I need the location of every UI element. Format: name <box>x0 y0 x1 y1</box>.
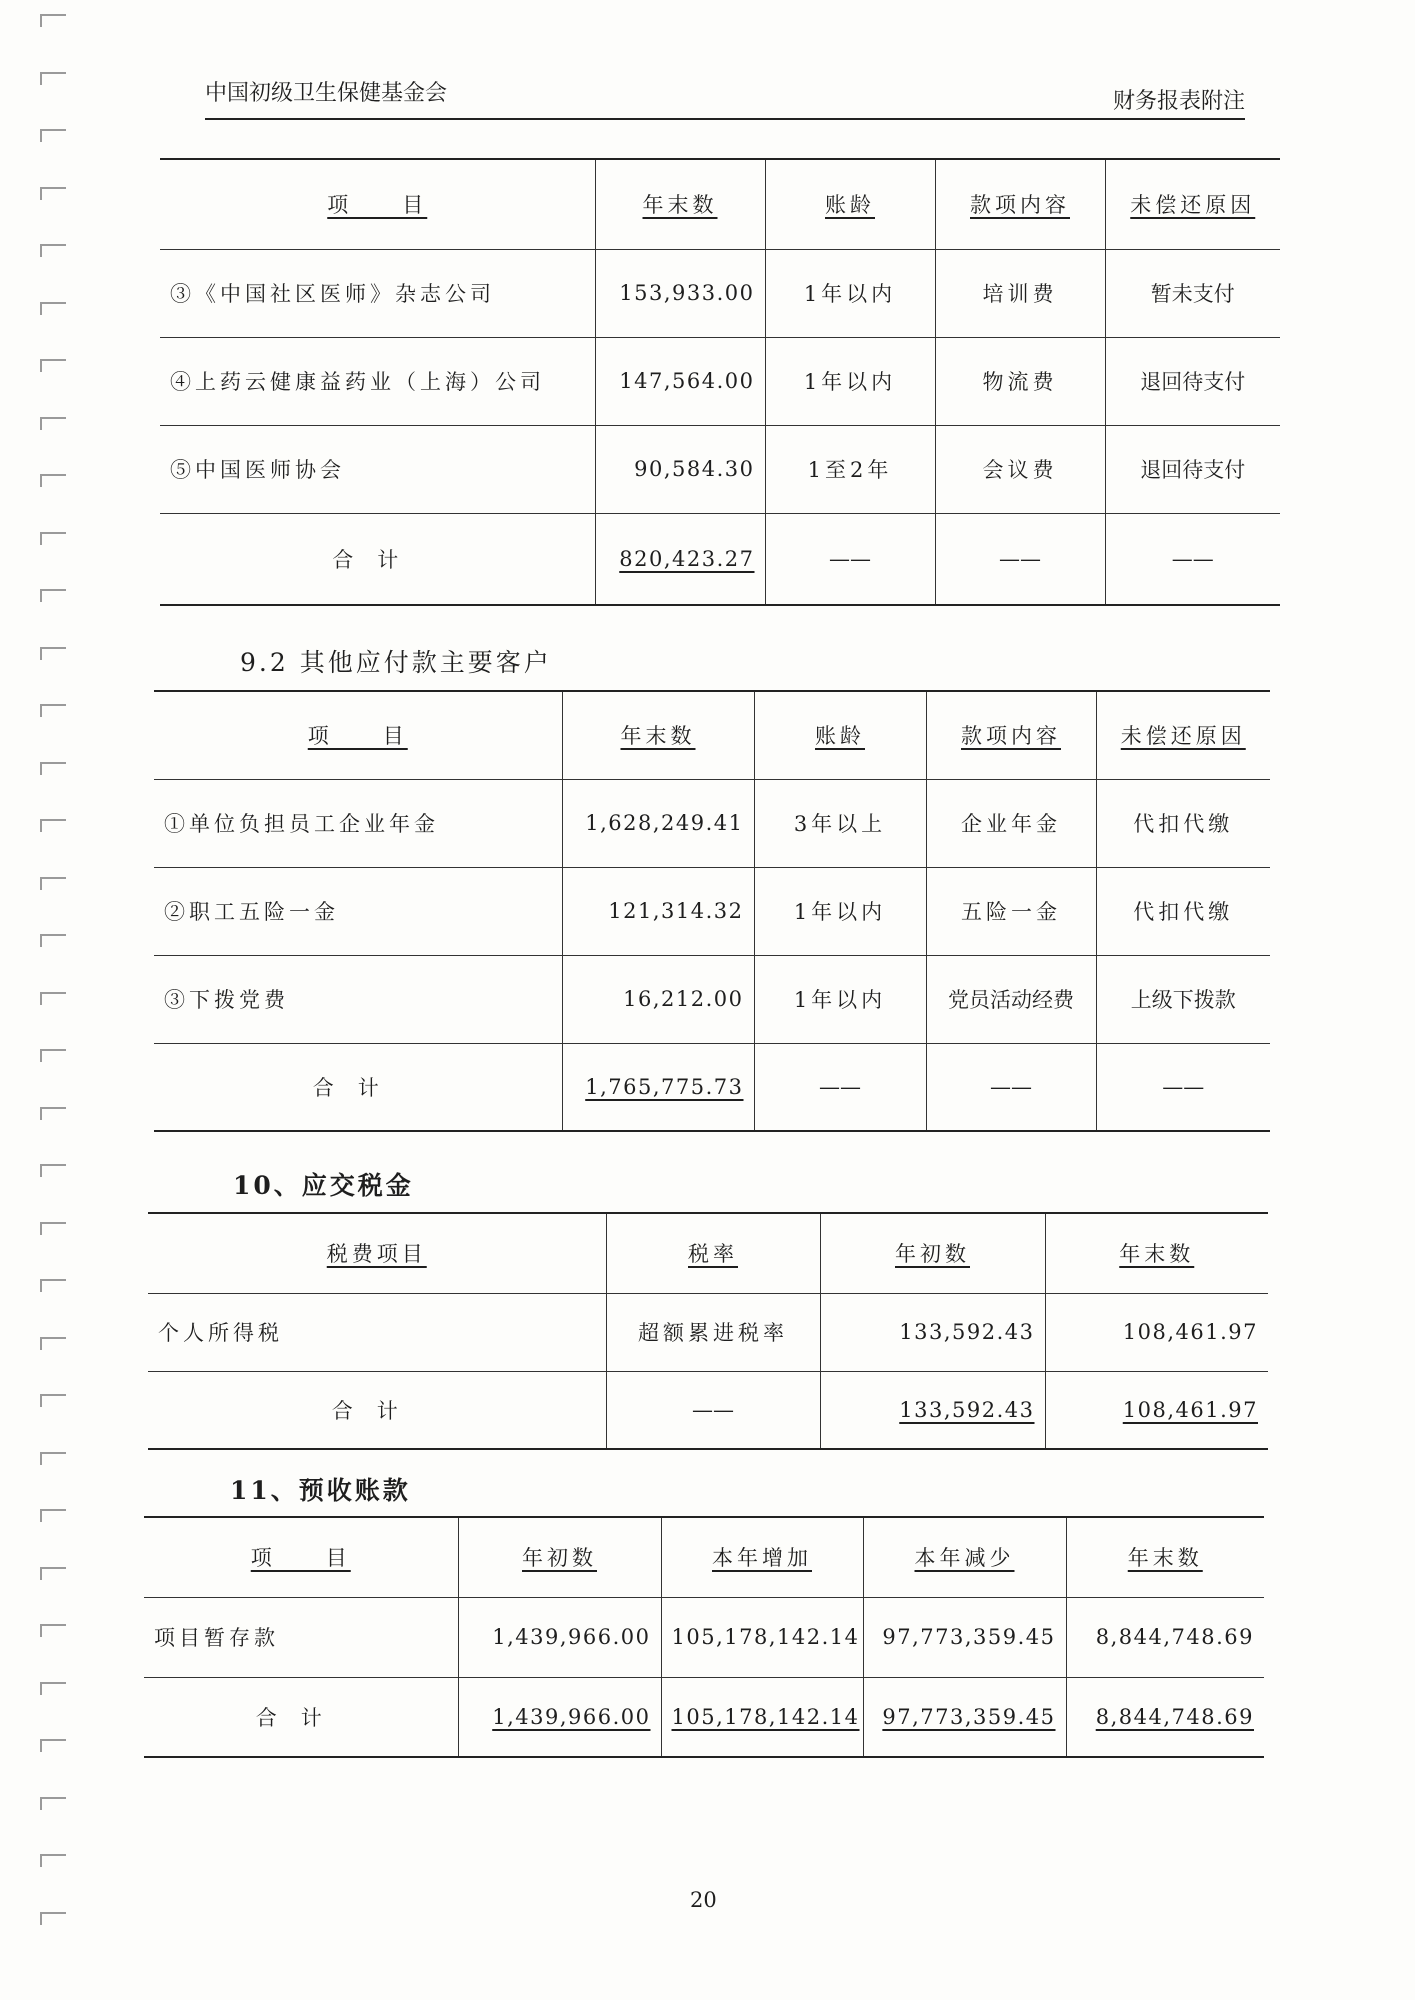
page-header <box>205 72 1245 120</box>
cell-item: ①单位负担员工企业年金 <box>154 779 562 867</box>
cell-year-end: 108,461.97 <box>1045 1293 1268 1371</box>
col-header-tax-rate: 税率 <box>606 1213 820 1293</box>
binding-hole-mark <box>40 1682 66 1695</box>
cell-item: ⑤中国医师协会 <box>160 425 595 513</box>
cell-year-end: 1,628,249.41 <box>562 779 754 867</box>
cell-total-dash: —— <box>926 1043 1096 1131</box>
cell-content: 企业年金 <box>926 779 1096 867</box>
cell-total-year-end: 8,844,748.69 <box>1066 1677 1264 1757</box>
table-total-row <box>144 1677 1264 1757</box>
cell-year-start: 1,439,966.00 <box>458 1597 661 1677</box>
table-row <box>154 867 1270 955</box>
binding-hole-mark <box>40 1509 66 1522</box>
cell-aging: 1年以内 <box>754 867 926 955</box>
table-total-row <box>160 513 1280 605</box>
cell-aging: 3年以上 <box>754 779 926 867</box>
cell-content: 会议费 <box>935 425 1105 513</box>
cell-total-label: 合计 <box>144 1677 458 1757</box>
cell-reason: 代扣代缴 <box>1096 779 1270 867</box>
section-10-title: 10、应交税金 <box>233 1171 414 1200</box>
col-header-increase: 本年增加 <box>661 1517 863 1597</box>
cell-decrease: 97,773,359.45 <box>863 1597 1066 1677</box>
cell-year-end: 153,933.00 <box>595 249 765 337</box>
col-header-aging: 账龄 <box>754 691 926 779</box>
table-taxes-payable <box>148 1212 1268 1450</box>
cell-content: 培训费 <box>935 249 1105 337</box>
cell-year-end: 16,212.00 <box>562 955 754 1043</box>
cell-reason: 退回待支付 <box>1105 425 1280 513</box>
col-header-year-start: 年初数 <box>458 1517 661 1597</box>
col-header-year-end: 年末数 <box>562 691 754 779</box>
cell-increase: 105,178,142.14 <box>661 1597 863 1677</box>
col-header-year-end: 年末数 <box>595 159 765 249</box>
cell-content: 党员活动经费 <box>926 955 1096 1043</box>
table-row <box>144 1597 1264 1677</box>
binding-hole-mark <box>40 359 66 372</box>
cell-total-dash: —— <box>606 1371 820 1449</box>
col-header-content: 款项内容 <box>926 691 1096 779</box>
binding-hole-mark <box>40 819 66 832</box>
cell-aging: 1年以内 <box>765 249 935 337</box>
binding-hole-mark <box>40 992 66 1005</box>
col-header-year-start: 年初数 <box>820 1213 1045 1293</box>
section-11-title: 11、预收账款 <box>230 1476 411 1505</box>
table-header-row <box>144 1517 1264 1597</box>
cell-total-dash: —— <box>765 513 935 605</box>
cell-tax-rate: 超额累进税率 <box>606 1293 820 1371</box>
cell-year-end: 8,844,748.69 <box>1066 1597 1264 1677</box>
col-header-tax-item: 税费项目 <box>148 1213 606 1293</box>
table-total-row <box>154 1043 1270 1131</box>
table-row <box>154 779 1270 867</box>
binding-hole-mark <box>40 302 66 315</box>
col-header-decrease: 本年减少 <box>863 1517 1066 1597</box>
binding-hole-mark <box>40 1854 66 1867</box>
cell-item: ②职工五险一金 <box>154 867 562 955</box>
binding-hole-mark <box>40 1797 66 1810</box>
cell-item: ④上药云健康益药业（上海）公司 <box>160 337 595 425</box>
binding-hole-mark <box>40 417 66 430</box>
binding-hole-mark <box>40 14 66 27</box>
cell-total-dash: —— <box>935 513 1105 605</box>
cell-year-end: 121,314.32 <box>562 867 754 955</box>
binding-hole-mark <box>40 474 66 487</box>
col-header-year-end: 年末数 <box>1066 1517 1264 1597</box>
table-header-row <box>160 159 1280 249</box>
cell-total-year-end: 108,461.97 <box>1045 1371 1268 1449</box>
binding-hole-mark <box>40 187 66 200</box>
binding-hole-mark <box>40 762 66 775</box>
binding-hole-mark <box>40 589 66 602</box>
table-total-row <box>148 1371 1268 1449</box>
cell-total-year-start: 1,439,966.00 <box>458 1677 661 1757</box>
binding-hole-mark <box>40 72 66 85</box>
binding-hole-mark <box>40 647 66 660</box>
binding-hole-mark <box>40 1452 66 1465</box>
table-header-row <box>148 1213 1268 1293</box>
table-other-payables-clients <box>154 690 1270 1132</box>
binding-hole-mark <box>40 1222 66 1235</box>
binding-hole-mark <box>40 877 66 890</box>
cell-total-decrease: 97,773,359.45 <box>863 1677 1066 1757</box>
cell-total-year-start: 133,592.43 <box>820 1371 1045 1449</box>
cell-aging: 1年以内 <box>765 337 935 425</box>
cell-item: 项目暂存款 <box>144 1597 458 1677</box>
binding-hole-mark <box>40 532 66 545</box>
binding-hole-mark <box>40 934 66 947</box>
table-advance-receipts <box>144 1516 1264 1758</box>
table-payables-continued <box>160 158 1280 606</box>
col-header-item: 项 目 <box>154 691 562 779</box>
cell-total-label: 合计 <box>154 1043 562 1131</box>
cell-reason: 代扣代缴 <box>1096 867 1270 955</box>
organization-name: 中国初级卫生保健基金会 <box>205 81 448 106</box>
cell-item: ③下拨党费 <box>154 955 562 1043</box>
binding-hole-mark <box>40 244 66 257</box>
cell-tax-item: 个人所得税 <box>148 1293 606 1371</box>
cell-content: 五险一金 <box>926 867 1096 955</box>
table-row <box>154 955 1270 1043</box>
cell-total-dash: —— <box>754 1043 926 1131</box>
cell-total-dash: —— <box>1105 513 1280 605</box>
table-row <box>160 337 1280 425</box>
cell-aging: 1年以内 <box>754 955 926 1043</box>
binding-hole-mark <box>40 1279 66 1292</box>
table-row <box>148 1293 1268 1371</box>
col-header-aging: 账龄 <box>765 159 935 249</box>
cell-total-dash: —— <box>1096 1043 1270 1131</box>
binding-holes <box>40 0 66 2000</box>
col-header-reason: 未偿还原因 <box>1105 159 1280 249</box>
col-header-item: 项 目 <box>144 1517 458 1597</box>
table-header-row <box>154 691 1270 779</box>
table-row <box>160 425 1280 513</box>
binding-hole-mark <box>40 1624 66 1637</box>
cell-total-label: 合计 <box>148 1371 606 1449</box>
binding-hole-mark <box>40 1394 66 1407</box>
col-header-content: 款项内容 <box>935 159 1105 249</box>
cell-total-label: 合计 <box>160 513 595 605</box>
cell-year-end: 147,564.00 <box>595 337 765 425</box>
cell-year-start: 133,592.43 <box>820 1293 1045 1371</box>
cell-aging: 1至2年 <box>765 425 935 513</box>
binding-hole-mark <box>40 129 66 142</box>
page-number: 20 <box>690 1888 717 1912</box>
cell-year-end: 90,584.30 <box>595 425 765 513</box>
binding-hole-mark <box>40 1049 66 1062</box>
cell-total-year-end: 820,423.27 <box>595 513 765 605</box>
cell-total-year-end: 1,765,775.73 <box>562 1043 754 1131</box>
binding-hole-mark <box>40 1912 66 1925</box>
binding-hole-mark <box>40 1107 66 1120</box>
document-title: 财务报表附注 <box>1112 89 1245 114</box>
cell-reason: 退回待支付 <box>1105 337 1280 425</box>
cell-reason: 上级下拨款 <box>1096 955 1270 1043</box>
binding-hole-mark <box>40 1164 66 1177</box>
cell-item: ③《中国社区医师》杂志公司 <box>160 249 595 337</box>
col-header-year-end: 年末数 <box>1045 1213 1268 1293</box>
table-row <box>160 249 1280 337</box>
col-header-reason: 未偿还原因 <box>1096 691 1270 779</box>
cell-reason: 暂未支付 <box>1105 249 1280 337</box>
binding-hole-mark <box>40 1337 66 1350</box>
binding-hole-mark <box>40 1739 66 1752</box>
section-9-2-title: 9.2 其他应付款主要客户 <box>240 648 552 677</box>
binding-hole-mark <box>40 1567 66 1580</box>
cell-content: 物流费 <box>935 337 1105 425</box>
col-header-item: 项 目 <box>160 159 595 249</box>
binding-hole-mark <box>40 704 66 717</box>
cell-total-increase: 105,178,142.14 <box>661 1677 863 1757</box>
